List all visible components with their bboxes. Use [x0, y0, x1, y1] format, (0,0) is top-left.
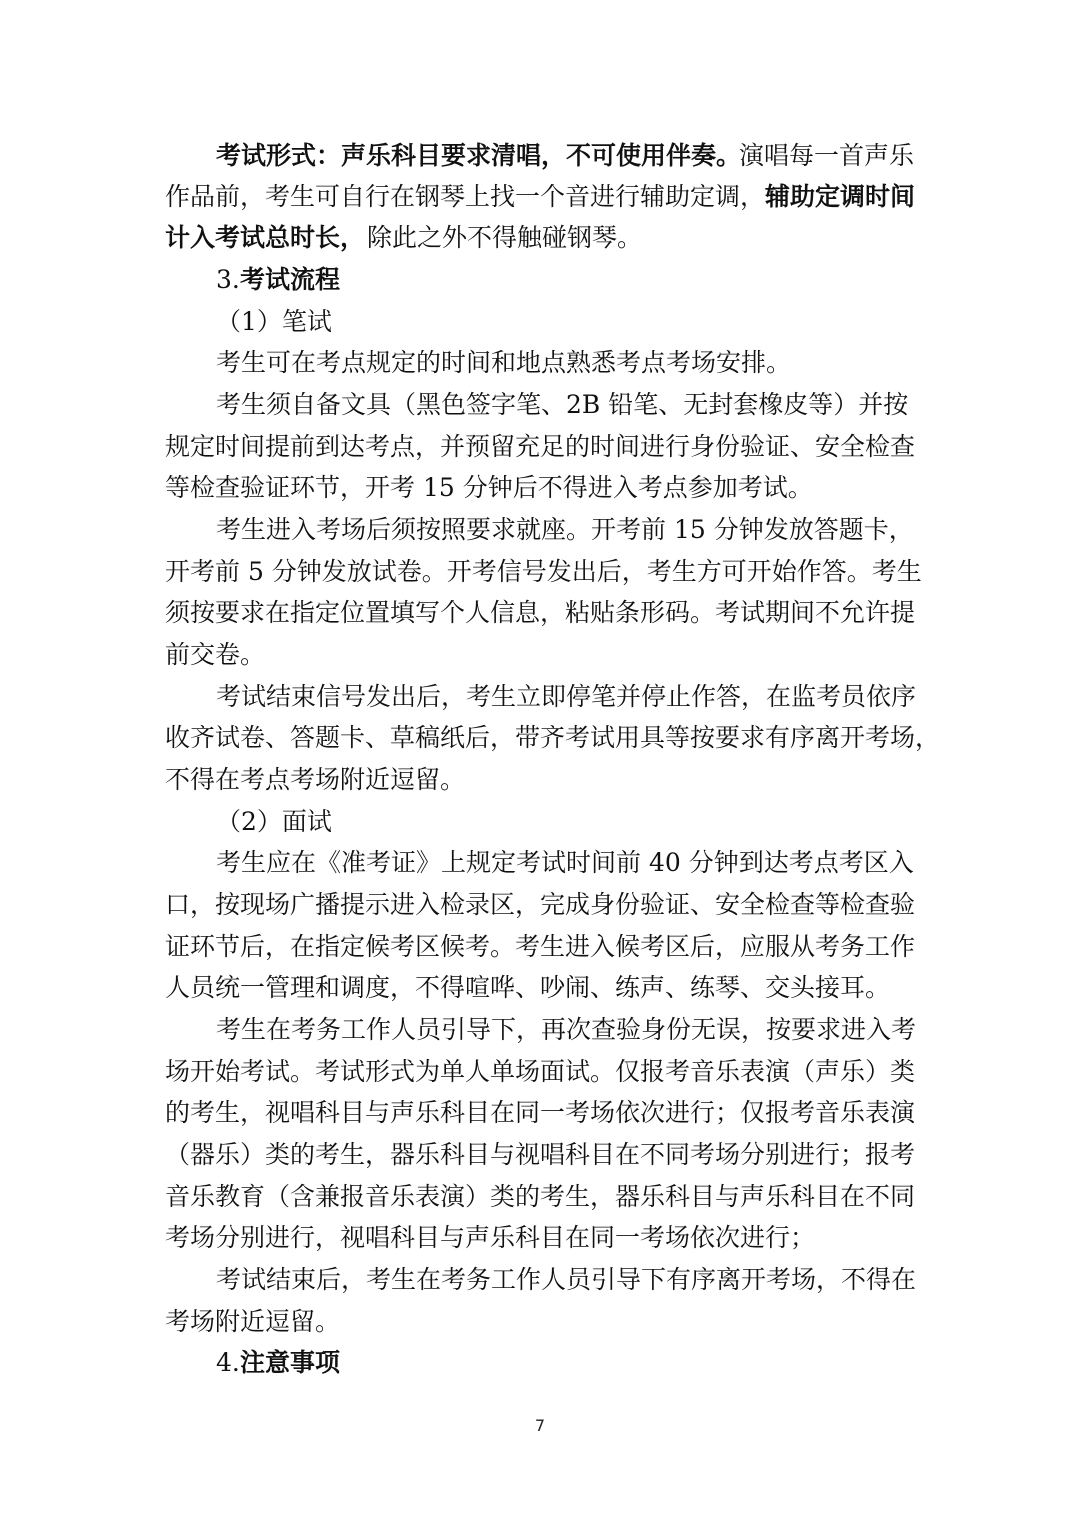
text-line	[0, 841, 1080, 885]
body-text: 人员统一管理和调度，不得喧哗、吵闹、练声、练琴、交头接耳。	[165, 973, 891, 1002]
body-text: 考生可在考点规定的时间和地点熟悉考点考场安排。	[216, 348, 792, 377]
section-title: 注意事项	[240, 1348, 341, 1377]
text-line	[0, 216, 1080, 260]
body-text: 规定时间提前到达考点，并预留充足的时间进行身份验证、安全检查	[165, 432, 916, 461]
text-line	[0, 341, 1080, 385]
text-line	[0, 675, 1080, 719]
text-line	[0, 758, 1080, 802]
text-line	[0, 1258, 1080, 1302]
section-heading	[0, 1341, 1080, 1385]
body-text: 收齐试卷、答题卡、草稿纸后，带齐考试用具等按要求有序离开考场，	[165, 723, 941, 752]
body-text: 口，按现场广播提示进入检录区，完成身份验证、安全检查等检查验	[165, 890, 916, 919]
bold-text: 辅助定调时间	[765, 182, 916, 211]
body-text: 考场附近逗留。	[165, 1307, 341, 1336]
text-line	[0, 1133, 1080, 1177]
section-heading	[0, 258, 1080, 302]
body-text: 演唱每一首声乐	[739, 141, 915, 170]
text-line	[0, 1175, 1080, 1219]
text-line	[0, 1008, 1080, 1052]
body-text: 场开始考试。考试形式为单人单场面试。仅报考音乐表演（声乐）类	[165, 1057, 916, 1086]
text-line	[0, 508, 1080, 552]
text-line	[0, 466, 1080, 510]
subsection-title: （1）笔试	[216, 307, 332, 336]
body-text: 开考前 5 分钟发放试卷。开考信号发出后，考生方可开始作答。考生	[165, 557, 922, 586]
text-line	[0, 383, 1080, 427]
text-line	[0, 883, 1080, 927]
text-line	[0, 925, 1080, 969]
text-line	[0, 425, 1080, 469]
text-line	[0, 1216, 1080, 1260]
body-text: 考试结束后，考生在考务工作人员引导下有序离开考场，不得在	[216, 1265, 917, 1294]
body-text: 须按要求在指定位置填写个人信息，粘贴条形码。考试期间不允许提	[165, 598, 916, 627]
body-text: 考生进入考场后须按照要求就座。开考前 15 分钟发放答题卡，	[216, 515, 914, 544]
body-text: 等检查验证环节，开考 15 分钟后不得进入考点参加考试。	[165, 473, 813, 502]
text-line	[0, 550, 1080, 594]
body-text: 考试结束信号发出后，考生立即停笔并停止作答，在监考员依序	[216, 682, 917, 711]
text-line	[0, 1050, 1080, 1094]
body-text: （器乐）类的考生，器乐科目与视唱科目在不同考场分别进行；报考	[165, 1140, 916, 1169]
body-text: 作品前，考生可自行在钢琴上找一个音进行辅助定调，	[165, 182, 766, 211]
body-text: 考场分别进行，视唱科目与声乐科目在同一考场依次进行；	[165, 1223, 816, 1252]
body-text: 证环节后，在指定候考区候考。考生进入候考区后，应服从考务工作	[165, 932, 916, 961]
subsection-title: （2）面试	[216, 807, 332, 836]
body-text: 的考生，视唱科目与声乐科目在同一考场依次进行；仅报考音乐表演	[165, 1098, 916, 1127]
subsection-heading	[0, 800, 1080, 844]
text-line	[0, 633, 1080, 677]
section-number: 3.	[216, 265, 240, 294]
text-line	[0, 1091, 1080, 1135]
body-text: 考生在考务工作人员引导下，再次查验身份无误，按要求进入考	[216, 1015, 917, 1044]
body-text: 除此之外不得触碰钢琴。	[367, 223, 643, 252]
text-line	[0, 591, 1080, 635]
text-line	[0, 134, 1080, 178]
section-number: 4.	[216, 1348, 240, 1377]
page-number: 7	[534, 1416, 546, 1435]
body-text: 音乐教育（含兼报音乐表演）类的考生，器乐科目与声乐科目在不同	[165, 1182, 916, 1211]
section-title: 考试流程	[240, 265, 341, 294]
body-text: 考生须自备文具（黑色签字笔、2B 铅笔、无封套橡皮等）并按	[216, 390, 909, 419]
bold-text: 考试形式：声乐科目要求清唱，不可使用伴奏。	[216, 141, 742, 170]
subsection-heading	[0, 300, 1080, 344]
bold-text: 计入考试总时长，	[165, 223, 366, 252]
text-line	[0, 175, 1080, 219]
body-text: 前交卷。	[165, 640, 266, 669]
text-line	[0, 966, 1080, 1010]
body-text: 考生应在《准考证》上规定考试时间前 40 分钟到达考点考区入	[216, 848, 914, 877]
text-line	[0, 716, 1080, 760]
text-line	[0, 1300, 1080, 1344]
body-text: 不得在考点考场附近逗留。	[165, 765, 466, 794]
